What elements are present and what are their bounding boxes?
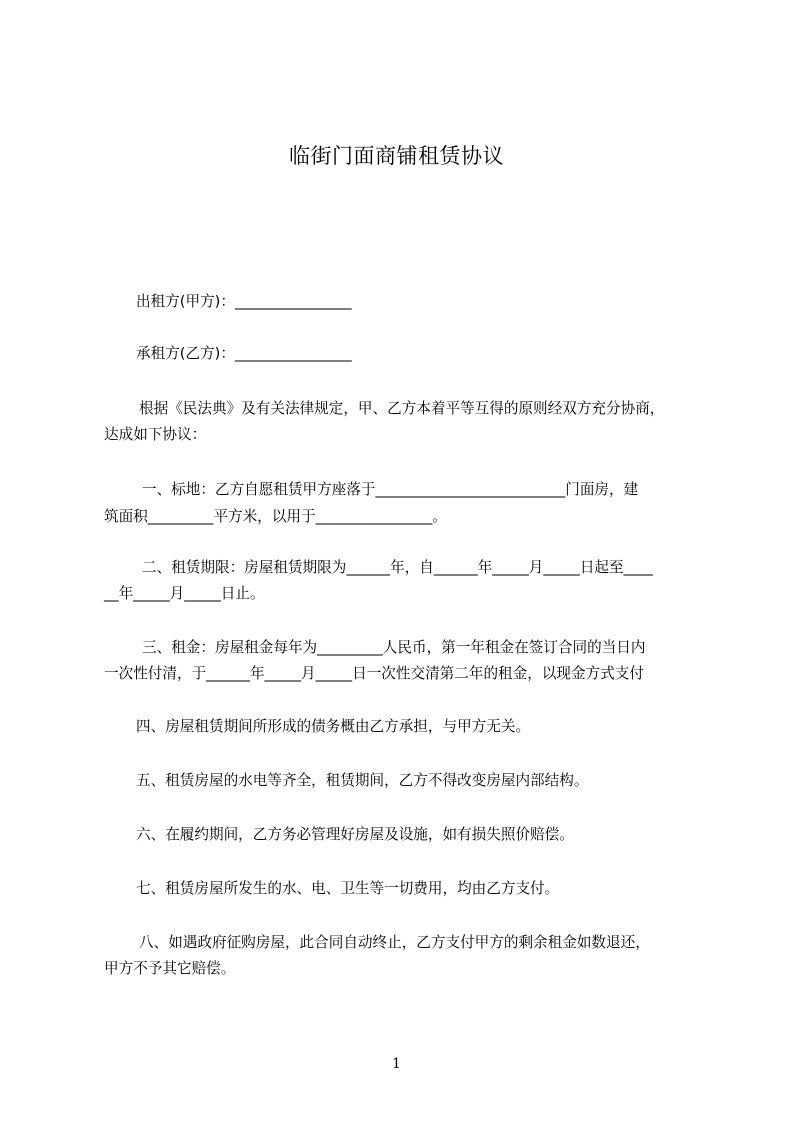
clause3-line-2: 一次性付清，于______年_____月_____日一次性交清第二年的租金，以现金方式支付 <box>104 665 644 682</box>
clause1-line-1: 一、标地：乙方自愿租赁甲方座落于__________________________门面房，建 <box>142 481 639 498</box>
clause1-line-2: 筑面积_________平方米，以用于________________。 <box>104 508 447 525</box>
clause8-line-2: 甲方不予其它赔偿。 <box>104 960 236 977</box>
clause4-line: 四、房屋租赁期间所形成的债务概由乙方承担，与甲方无关。 <box>136 718 531 735</box>
clause7-line: 七、租赁房屋所发生的水、电、卫生等一切费用，均由乙方支付。 <box>136 880 560 897</box>
intro-line-2: 达成如下协议： <box>104 426 207 443</box>
clause8-line-1: 八、如遇政府征购房屋，此合同自动终止，乙方支付甲方的剩余租金如数退还， <box>139 934 650 951</box>
document-title: 临街门面商铺租赁协议 <box>289 144 504 168</box>
clause5-line: 五、租赁房屋的水电等齐全，租赁期间，乙方不得改变房屋内部结构。 <box>136 772 589 789</box>
clause2-line-2: __年_____月_____日止。 <box>104 585 265 602</box>
clause6-line: 六、在履约期间，乙方务必管理好房屋及设施，如有损失照价赔偿。 <box>136 826 574 843</box>
clause2-line-1: 二、租赁期限：房屋租赁期限为______年，自______年_____月_____日起至____ <box>142 559 653 576</box>
lessee-line: 承租方(乙方)：________________ <box>136 345 352 362</box>
page-number: 1 <box>392 1056 401 1072</box>
clause3-line-1: 三、租金：房屋租金每年为_________人民币，第一年租金在签订合同的当日内 <box>142 639 646 656</box>
lessor-line: 出租方(甲方)：________________ <box>136 293 352 310</box>
intro-line-1: 根据《民法典》及有关法律规定，甲、乙方本着平等互得的原则经双方充分协商， <box>139 400 665 417</box>
